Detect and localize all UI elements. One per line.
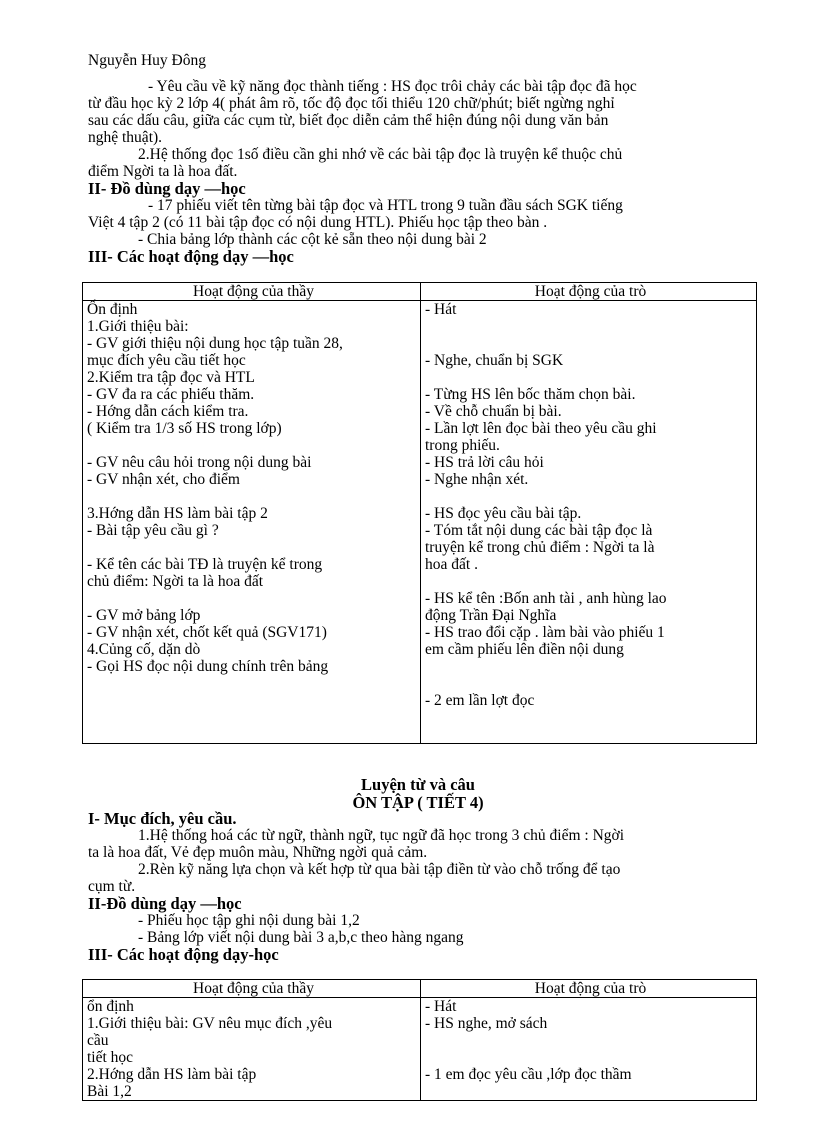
activity-line: [425, 675, 756, 692]
activity-line: hoa đất .: [425, 556, 478, 573]
student-activities-cell: [421, 998, 757, 1101]
activity-line: chủ điểm: Ngời ta là hoa đất: [87, 573, 264, 590]
activity-line: ổn định: [87, 998, 134, 1015]
objective-line: sau các dấu câu, giữa các cụm từ, biết đọc diễn cảm thể hiện đúng nội dung văn bản: [88, 112, 609, 129]
lesson1-activity-table: [82, 282, 757, 744]
student-column-header: Hoạt động của trò: [421, 980, 757, 998]
activity-line: - Hát: [425, 301, 457, 318]
activity-line: - Tóm tắt nội dung các bài tập đọc là: [425, 522, 653, 539]
activity-line: - GV mở bảng lớp: [87, 607, 201, 624]
materials-line: Việt 4 tập 2 (có 11 bài tập đọc có nội dung HTL). Phiếu học tập theo bàn .: [88, 214, 548, 231]
activity-line: - HS kể tên :Bốn anh tài , anh hùng lao: [425, 590, 667, 607]
activity-line: - HS đọc yêu cầu bài tập.: [425, 505, 582, 522]
activity-line: [425, 488, 756, 505]
activity-line: [87, 437, 420, 454]
activity-line: ( Kiểm tra 1/3 số HS trong lớp): [87, 420, 282, 437]
teacher-column-header: Hoạt động của thầy: [83, 283, 421, 301]
teacher-activities-cell: [83, 301, 421, 744]
activity-line: 3.Hớng dẫn HS làm bài tập 2: [87, 505, 268, 522]
activity-line: [425, 1083, 756, 1100]
activity-line: - Nghe nhận xét.: [425, 471, 529, 488]
activity-line: [425, 658, 756, 675]
activity-line: - Gọi HS đọc nội dung chính trên bảng: [87, 658, 329, 675]
activity-line: - GV giới thiệu nội dung học tập tuần 28,: [87, 335, 343, 352]
objective-line: nghệ thuật).: [88, 129, 163, 146]
activity-line: - 2 em lần lợt đọc: [425, 692, 535, 709]
activity-line: [87, 692, 420, 709]
lesson2-section3-title: III- Các hoạt động dạy-học: [88, 945, 279, 964]
activity-line: - Hát: [425, 998, 457, 1015]
activity-line: [425, 318, 756, 335]
objective-line: 2.Rèn kỹ năng lựa chọn và kết hợp từ qua bài tập điền từ vào chỗ trống để tạo: [138, 861, 621, 878]
activity-line: trong phiếu.: [425, 437, 500, 454]
materials-line: - Phiếu học tập ghi nội dung bài 1,2: [138, 912, 360, 929]
activity-line: [425, 573, 756, 590]
materials-line: - 17 phiếu viết tên từng bài tập đọc và HTL trong 9 tuần đầu sách SGK tiếng: [148, 197, 623, 214]
activity-line: cầu: [87, 1032, 109, 1049]
teacher-column-header: Hoạt động của thầy: [83, 980, 421, 998]
activity-line: - Bài tập yêu cầu gì ?: [87, 522, 219, 539]
activity-line: - HS trả lời câu hỏi: [425, 454, 544, 471]
activity-line: - Nghe, chuẩn bị SGK: [425, 352, 564, 369]
activity-line: - Từng HS lên bốc thăm chọn bài.: [425, 386, 636, 403]
lesson2-title: ÔN TẬP ( TIẾT 4): [352, 793, 484, 812]
activity-line: - HS nghe, mở sách: [425, 1015, 548, 1032]
activity-line: truyện kể trong chủ điểm : Ngời ta là: [425, 539, 655, 556]
objective-line: 2.Hệ thống đọc 1số điều cần ghi nhớ về các bài tập đọc là truyện kể thuộc chủ: [138, 146, 623, 163]
teacher-activities-cell: [83, 998, 421, 1101]
objective-line: cụm từ.: [88, 878, 136, 895]
activity-line: - GV đa ra các phiếu thăm.: [87, 386, 255, 403]
materials-line: - Bảng lớp viết nội dung bài 3 a,b,c theo hàng ngang: [138, 929, 464, 946]
activity-line: - HS trao đổi cặp . làm bài vào phiếu 1: [425, 624, 665, 641]
objective-line: - Yêu cầu về kỹ năng đọc thành tiếng : HS đọc trôi chảy các bài tập đọc đã học: [148, 78, 637, 95]
objective-line: từ đầu học kỳ 2 lớp 4( phát âm rõ, tốc độ đọc tối thiểu 120 chữ/phút; biết ngừng nghỉ: [88, 95, 615, 112]
objective-line: ta là hoa đất, Vẻ đẹp muôn màu, Những ngời quả cảm.: [88, 844, 428, 861]
activity-line: [425, 726, 756, 743]
activity-line: [87, 590, 420, 607]
activity-line: [87, 488, 420, 505]
lesson2-subject: Luyện từ và câu: [361, 775, 475, 794]
student-activities-cell: [421, 301, 757, 744]
activity-line: [87, 539, 420, 556]
lesson2-section1-title: I- Mục đích, yêu cầu.: [88, 809, 237, 828]
activity-line: - GV nhận xét, chốt kết quả (SGV171): [87, 624, 327, 641]
activity-line: - Về chỗ chuẩn bị bài.: [425, 403, 562, 420]
activity-line: - GV nhận xét, cho điểm: [87, 471, 240, 488]
lesson2-activity-table: [82, 979, 757, 1101]
lesson2-section2-title: II-Đồ dùng dạy —học: [88, 894, 242, 913]
activity-line: [425, 709, 756, 726]
objective-line: 1.Hệ thống hoá các từ ngữ, thành ngữ, tục ngữ đã học trong 3 chủ điểm : Ngời: [138, 827, 625, 844]
student-column-header: Hoạt động của trò: [421, 283, 757, 301]
activity-line: [87, 675, 420, 692]
activity-line: [425, 369, 756, 386]
activity-line: - 1 em đọc yêu cầu ,lớp đọc thầm: [425, 1066, 632, 1083]
activity-line: 2.Hớng dẫn HS làm bài tập: [87, 1066, 257, 1083]
activity-line: - Hớng dẫn cách kiểm tra.: [87, 403, 249, 420]
activity-line: 4.Củng cố, dặn dò: [87, 641, 201, 658]
activity-line: - Lần lợt lên đọc bài theo yêu cầu ghi: [425, 420, 657, 437]
activity-line: Ổn định: [87, 301, 138, 318]
activity-line: tiết học: [87, 1049, 134, 1066]
activity-line: 2.Kiểm tra tập đọc và HTL: [87, 369, 255, 386]
lesson1-section3-title: III- Các hoạt động dạy —học: [88, 247, 294, 266]
lesson1-section2-title: II- Đồ dùng dạy —học: [88, 179, 246, 198]
activity-line: 1.Giới thiệu bài:: [87, 318, 189, 335]
objective-line: điểm Ngời ta là hoa đất.: [88, 163, 238, 180]
activity-line: [425, 1032, 756, 1049]
activity-line: em cầm phiếu lên điền nội dung: [425, 641, 624, 658]
activity-line: mục đích yêu cầu tiết học: [87, 352, 246, 369]
activity-line: [425, 335, 756, 352]
activity-line: động Trần Đại Nghĩa: [425, 607, 557, 624]
activity-line: - GV nêu câu hỏi trong nội dung bài: [87, 454, 312, 471]
activity-line: 1.Giới thiệu bài: GV nêu mục đích ,yêu: [87, 1015, 333, 1032]
activity-line: [87, 726, 420, 743]
activity-line: - Kể tên các bài TĐ là truyện kể trong: [87, 556, 323, 573]
author-name: Nguyễn Huy Đông: [88, 52, 206, 69]
activity-line: [425, 1049, 756, 1066]
activity-line: Bài 1,2: [87, 1083, 132, 1100]
materials-line: - Chia bảng lớp thành các cột kẻ sẵn theo nội dung bài 2: [138, 231, 487, 248]
activity-line: [87, 709, 420, 726]
